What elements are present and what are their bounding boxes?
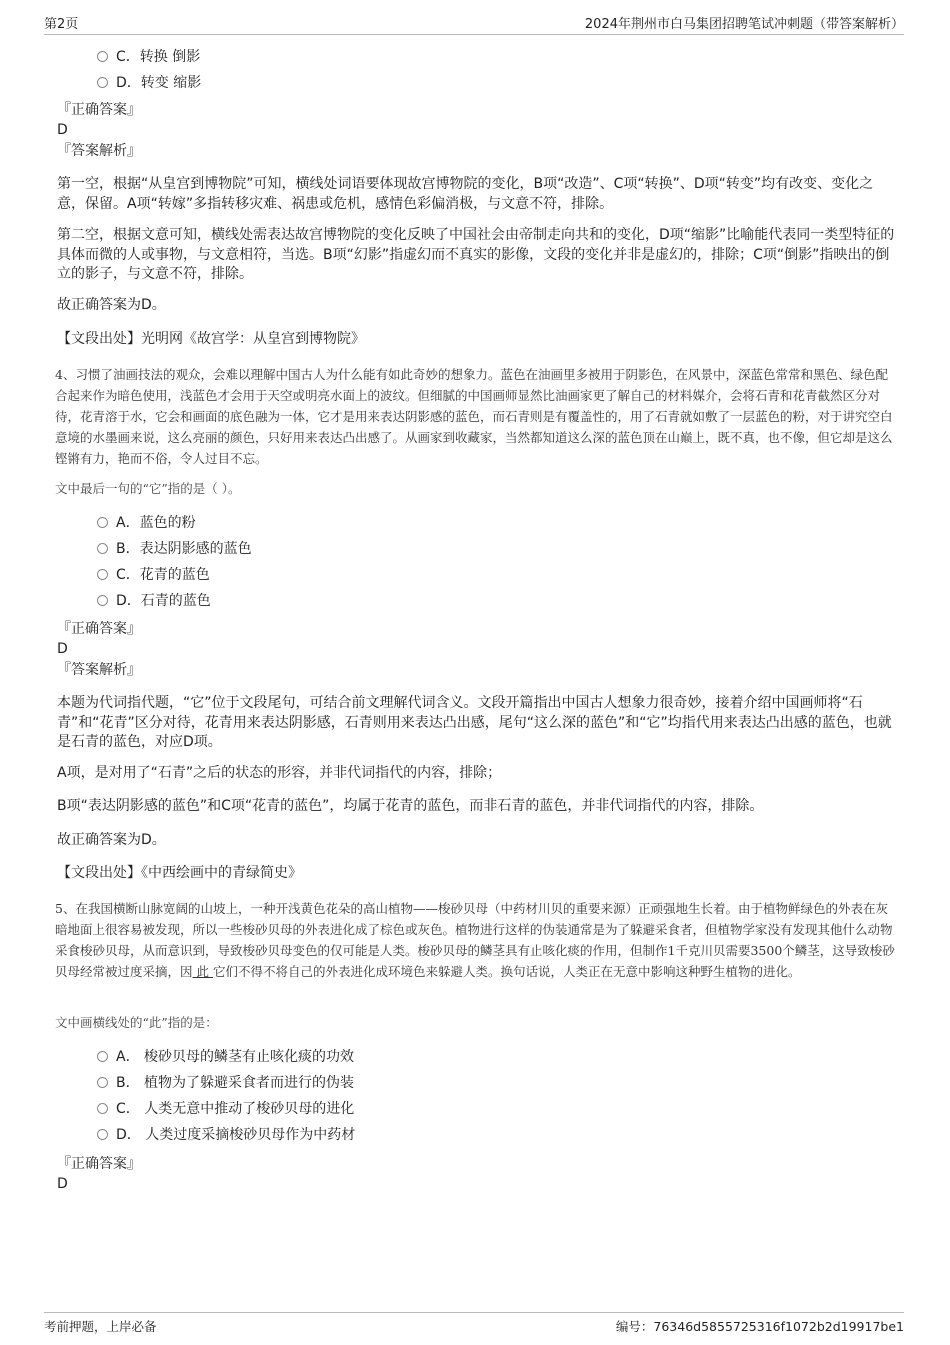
footer-slogan: 考前押题，上岸必备	[44, 1319, 157, 1334]
q4-option-a[interactable]: A．蓝色的粉	[97, 514, 196, 532]
q4-analysis-label: 『答案解析』	[57, 662, 141, 678]
q4-analysis-paragraph-3: B项“表达阴影感的蓝色”和C项“花青的蓝色”，均属于花青的蓝色，而非石青的蓝色，并非代词指代的内容，排除。	[57, 798, 764, 814]
q3-option-d[interactable]: D．转变 缩影	[97, 74, 201, 92]
q3-option-c[interactable]: C．转换 倒影	[97, 48, 200, 66]
page-footer	[44, 1312, 904, 1337]
q4-source: 【文段出处】《中西绘画中的青绿简史》	[57, 865, 302, 881]
q5-answer-label: 『正确答案』	[57, 1156, 141, 1172]
q4-stem: 文中最后一句的“它”指的是（ ）。	[55, 481, 241, 496]
radio-icon[interactable]	[97, 1077, 108, 1088]
q4-option-b[interactable]: B．表达阴影感的蓝色	[97, 540, 252, 558]
q4-conclusion: 故正确答案为D。	[57, 832, 166, 848]
underlined-word: 此	[192, 964, 213, 979]
document-id: 编号：76346d5855725316f1072b2d19917be1	[615, 1319, 904, 1334]
q5-passage: 5、在我国横断山脉宽阔的山坡上，一种开浅黄色花朵的高山植物——梭砂贝母（中药材川贝的重要来源）正顽强地生长着。由于植物鲜绿色的外表在灰暗地面上很容易被发现，所以一些梭砂贝母的外表进化成了棕色或灰色。植物进行这样的伪装通常是为了躲避采食者，但植物学家没有发现其他什么动物采食梭砂贝母，从而意识到，导致梭砂贝母变色的仅可能是人类。梭砂贝母的鳞茎具有止咳化痰的作用，但制作1千克川贝需要3500个鳞茎，这导致梭砂贝母经常被过度采摘，因 此 它们不得不将自己的外表进化成环境色来躲避人类。换句话说，人类正在无意中影响这种野生植物的进化。	[55, 901, 895, 979]
radio-icon[interactable]	[97, 1051, 108, 1062]
q3-analysis-paragraph-1: 第一空，根据“从皇宫到博物院”可知，横线处词语要体现故宫博物院的变化，B项“改造”、C项“转换”、D项“转变”均有改变、变化之意，保留。A项“转嫁”多指转移灾难、祸患或危机，感情色彩偏消极，与文意不符，排除。	[57, 176, 874, 212]
q4-option-d[interactable]: D．石青的蓝色	[97, 592, 211, 610]
q4-answer: D	[57, 641, 68, 657]
radio-icon[interactable]	[97, 517, 108, 528]
q4-analysis-paragraph-2: A项，是对用了“石青”之后的状态的形容，并非代词指代的内容，排除；	[57, 765, 502, 781]
radio-icon[interactable]	[97, 543, 108, 554]
radio-icon[interactable]	[97, 1129, 108, 1140]
q5-stem: 文中画横线处的“此”指的是：	[55, 1015, 218, 1030]
page-number: 第2页	[44, 17, 79, 32]
radio-icon[interactable]	[97, 1103, 108, 1114]
radio-icon[interactable]	[97, 595, 108, 606]
q4-analysis-paragraph-1: 本题为代词指代题，“它”位于文段尾句，可结合前文理解代词含义。文段开篇指出中国古人想象力很奇妙，接着介绍中国画师将“石青”和“花青”区分对待，花青用来表达阴影感，石青则用来表达凸出感，尾句“这么深的蓝色”和“它”均指代用来表达凸出感的蓝色，也就是石青的蓝色，对应D项。	[57, 695, 892, 750]
document-title: 2024年荆州市白马集团招聘笔试冲刺题（带答案解析）	[584, 17, 904, 32]
q5-option-b[interactable]: B． 植物为了躲避采食者而进行的伪装	[97, 1074, 354, 1092]
q5-option-d[interactable]: D． 人类过度采摘梭砂贝母作为中药材	[97, 1126, 355, 1144]
q3-source: 【文段出处】光明网《故宫学：从皇宫到博物院》	[57, 331, 365, 347]
q3-conclusion: 故正确答案为D。	[57, 297, 166, 313]
radio-icon[interactable]	[97, 51, 108, 62]
page-header	[44, 10, 904, 35]
radio-icon[interactable]	[97, 569, 108, 580]
q5-option-c[interactable]: C． 人类无意中推动了梭砂贝母的进化	[97, 1100, 354, 1118]
q4-answer-label: 『正确答案』	[57, 621, 141, 637]
q3-answer: D	[57, 122, 68, 138]
q4-option-c[interactable]: C．花青的蓝色	[97, 566, 210, 584]
q5-answer: D	[57, 1176, 68, 1192]
q4-passage: 4、习惯了油画技法的观众，会难以理解中国古人为什么能有如此奇妙的想象力。蓝色在油画里多被用于阴影色，在风景中，深蓝色常常和黑色、绿色配合起来作为暗色使用，浅蓝色才会用于天空或明亮水面上的波纹。但细腻的中国画师显然比油画家更了解自己的材料媒介，会将石青和花青截然区分对待，花青溶于水，它会和画面的底色融为一体，它才是用来表达阴影感的蓝色，而石青则是有覆盖性的，用了石青就如敷了一层蓝色的粉，对于讲究空白意境的水墨画来说，这么亮丽的颜色，只好用来表达凸出感了。从画家到收藏家，当然都知道这么深的蓝色顶在山巅上，既不真，也不像，但它却是这么铿锵有力，艳而不俗，令人过目不忘。	[55, 367, 893, 466]
q5-option-a[interactable]: A． 梭砂贝母的鳞茎有止咳化痰的功效	[97, 1048, 354, 1066]
q3-answer-label: 『正确答案』	[57, 102, 141, 118]
q3-analysis-label: 『答案解析』	[57, 143, 141, 159]
q3-analysis-paragraph-2: 第二空，根据文意可知，横线处需表达故宫博物院的变化反映了中国社会由帝制走向共和的变化，D项“缩影”比喻能代表同一类型特征的具体而微的人或事物，与文意相符，当选。B项“幻影”指虚幻而不真实的影像，文段的变化并非是虚幻的，排除；C项“倒影”指映出的倒立的影子，与文意不符，排除。	[57, 227, 895, 282]
radio-icon[interactable]	[97, 77, 108, 88]
